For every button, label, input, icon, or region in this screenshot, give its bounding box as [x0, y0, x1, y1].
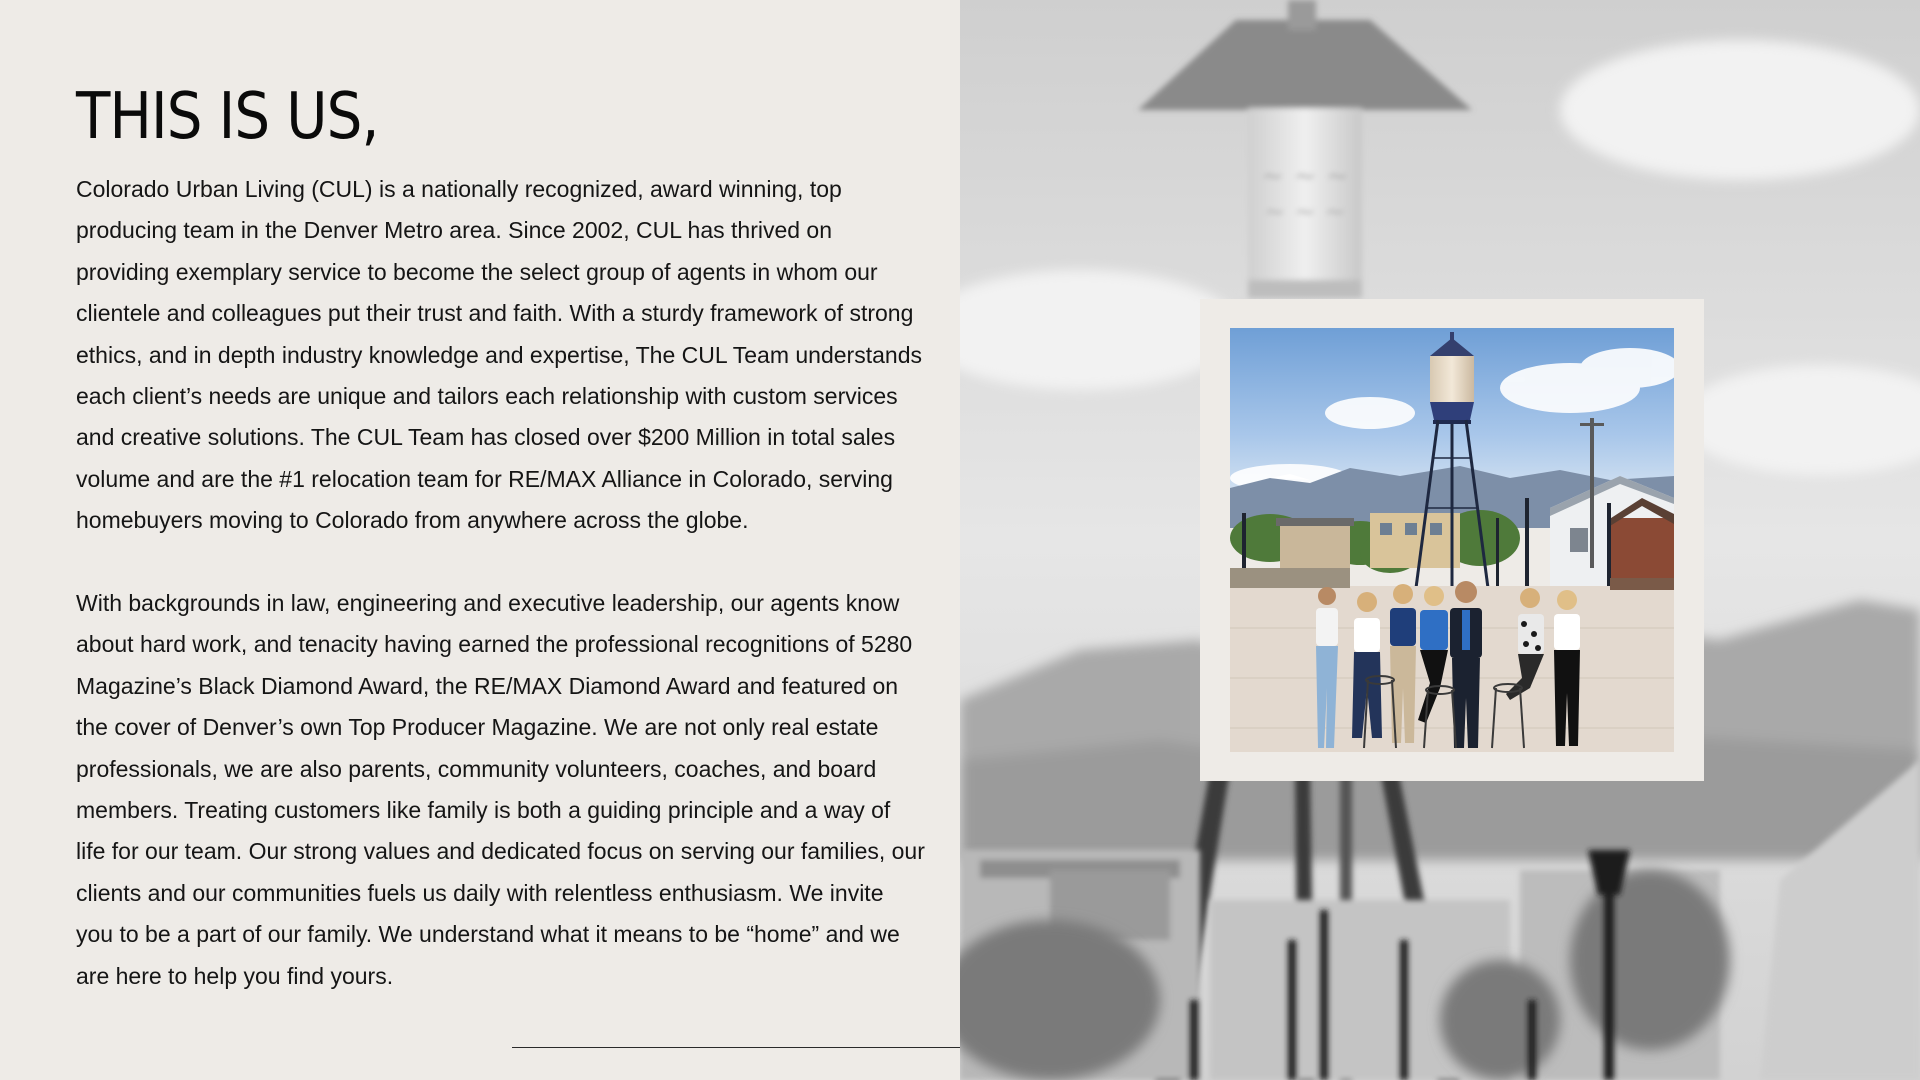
- body-text: [76, 169, 926, 997]
- photo-frame: [1200, 299, 1704, 781]
- svg-text:~ ~ ~: ~ ~ ~: [1260, 159, 1350, 192]
- page-title: THIS IS US,: [76, 80, 379, 154]
- background-paragraph: With backgrounds in law, engineering and executive leadership, our agents know about hard work, and tenacity having earned the professional recognitions of 5280 Magazine’s Black Diamond Award, the RE/MAX Diamond Award and featured on the cover of Denver’s own Top Producer Magazine. We are not only real estate professionals, we are also parents, community volunteers, coaches, and board members. Treating customers like family is both a guiding principle and a way of life for our team. Our strong values and dedicated focus on serving our families, our clients and our communities fuels us daily with relentless enthusiasm. We invite you to be a part of our family. We understand what it means to be “home” and we are here to help you find yours.: [76, 590, 925, 989]
- divider-line: [512, 1047, 960, 1048]
- svg-text:~ ~ ~: ~ ~ ~: [1264, 197, 1346, 227]
- team-photo: [1230, 328, 1674, 752]
- intro-paragraph: Colorado Urban Living (CUL) is a nationally recognized, award winning, top producing team in the Denver Metro area. Since 2002, CUL has thrived on providing exemplary service to become the select group of agents in whom our clientele and colleagues put their trust and faith. With a sturdy framework of strong ethics, and in depth industry knowledge and expertise, The CUL Team understands each client’s needs are unique and tailors each relationship with custom services and creative solutions. The CUL Team has closed over $200 Million in total sales volume and are the #1 relocation team for RE/MAX Alliance in Colorado, serving homebuyers moving to Colorado from anywhere across the globe.: [76, 176, 922, 534]
